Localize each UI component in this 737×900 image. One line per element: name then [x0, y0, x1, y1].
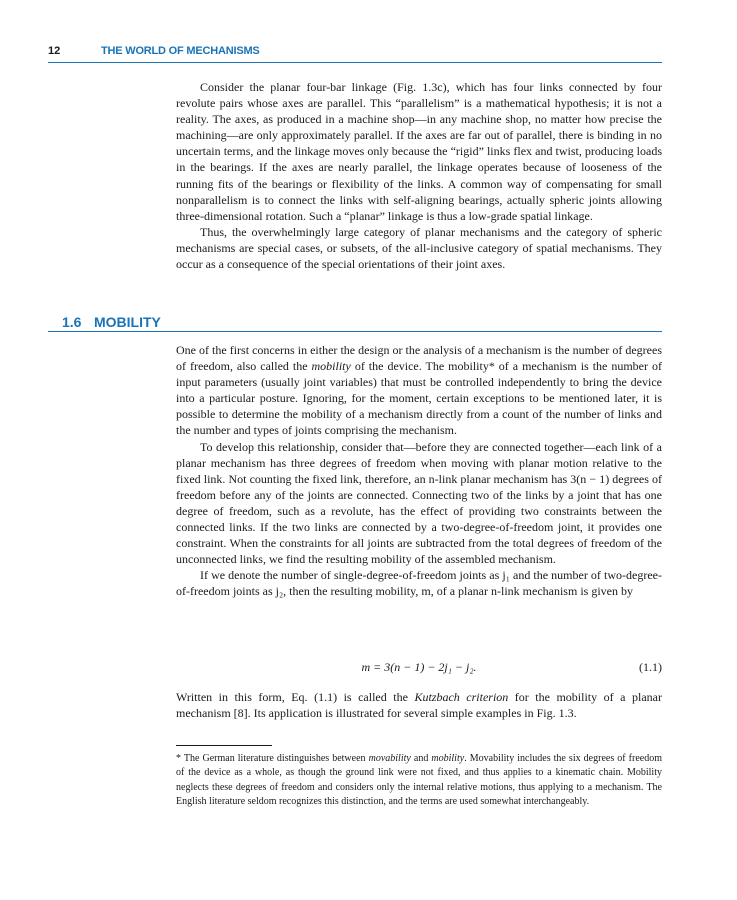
paragraph	[176, 342, 662, 439]
paragraph: Consider the planar four-bar linkage (Fig. 1.3c), which has four links connected by four revolute pairs whose axes are parallel. This “parallelism” is a mathematical hypothesis; it is not a reality. The axes, as produced in a machine shop—in any machine shop, no matter how precise the machining—are only approximately parallel. If the axes are far out of parallel, there is binding in no uncertain terms, and the linkage moves only because the “rigid” links flex and twist, producing loads in the bearings. If the axes are nearly parallel, the linkage operates because of looseness of the running fits of the bearings or flexibility of the links. A common way of compensating for small nonparallelism is to connect the links with self-aligning bearings, actually spheric joints allowing three-dimensional rotation. Such a “planar” linkage is thus a low-grade spatial linkage.	[176, 80, 662, 223]
header-divider	[48, 62, 662, 63]
section-heading	[48, 314, 662, 332]
paragraph	[176, 689, 662, 721]
text-run: for the mobility of a planar mechanism [8]. Its application is illustrated for several simple examples in Fig. 1.3.	[176, 690, 662, 721]
intro-text	[176, 79, 662, 272]
paragraph: To develop this relationship, consider that—before they are connected together—each link of a planar mechanism has three degrees of freedom when moving with planar motion relative to the fixed link. Not counting the fixed link, therefore, an n-link planar mechanism has 3(n − 1) degrees of freedom before any of the joints are connected. Connecting two of the links by a joint that has one degree of freedom, such as a revolute, has the effect of providing two constraints between the connected links. If the two links are connected by a two-degree-of-freedom joint, it provides one constraint. When the constraints for all joints are subtracted from the total degrees of freedom of the unconnected links, we find the resulting mobility of the assembled mechanism.	[176, 439, 662, 567]
text-run: Written in this form, Eq. (1.1) is called the	[176, 690, 415, 704]
text-run: . Movability includes the six degrees of freedom of the device as a whole, as though the ground link were not fixed, and thus applies to a kinematic chain. Mobility neglects these degrees of freedom and considers only the internal relative motions, thus applying to a mechanism. The English literature seldom recognizes this distinction, and the terms are used somewhat interchangeably.	[176, 753, 662, 808]
footnote	[176, 752, 662, 810]
paragraph: Thus, the overwhelmingly large category of planar mechanisms and the category of spheric mechanisms are special cases, or subsets, of the all-inclusive category of spatial mechanisms. They occur as a consequence of the special orientations of their joint axes.	[176, 224, 662, 272]
running-head	[48, 45, 662, 59]
chapter-title: THE WORLD OF MECHANISMS	[101, 45, 260, 57]
emphasis-mobility-footnote: mobility	[431, 753, 465, 764]
emphasis-kutzbach: Kutzbach criterion	[414, 690, 509, 704]
section-title: MOBILITY	[94, 314, 161, 330]
equation-expression: m = 3(n − 1) − 2j₁ − j₂.	[361, 660, 477, 674]
text-run: of the device. The mobility* of a mechanism is the number of input parameters (usually joint variables) that must be controlled independently to bring the device into a particular posture. Ignoring, for the moment, certain exceptions to be mentioned later, it is possible to determine the mobility of a mechanism directly from a count of the number of links and the number and types of joints comprising the mechanism.	[176, 359, 662, 438]
text-run: and	[410, 753, 432, 764]
text-run: One of the first concerns in either the design or the analysis of a mechanism is the number of degrees of freedom, also called the	[176, 343, 662, 374]
footnote-text	[176, 752, 662, 810]
mobility-text	[176, 342, 662, 600]
page-number: 12	[48, 45, 61, 57]
footnote-divider	[176, 745, 272, 746]
equation-1-1	[176, 660, 662, 676]
emphasis-movability: movability	[368, 753, 411, 764]
emphasis-mobility: mobility	[311, 359, 351, 374]
text-run: * The German literature distinguishes between	[176, 753, 369, 764]
section-number: 1.6	[62, 314, 82, 330]
paragraph: If we denote the number of single-degree-of-freedom joints as j₁ and the number of two-degree-of-freedom joints as j₂, then the resulting mobility, m, of a planar n-link mechanism is given by	[176, 568, 662, 599]
equation-number: (1.1)	[639, 660, 662, 674]
section-divider	[48, 331, 662, 332]
post-equation-text	[176, 689, 662, 721]
